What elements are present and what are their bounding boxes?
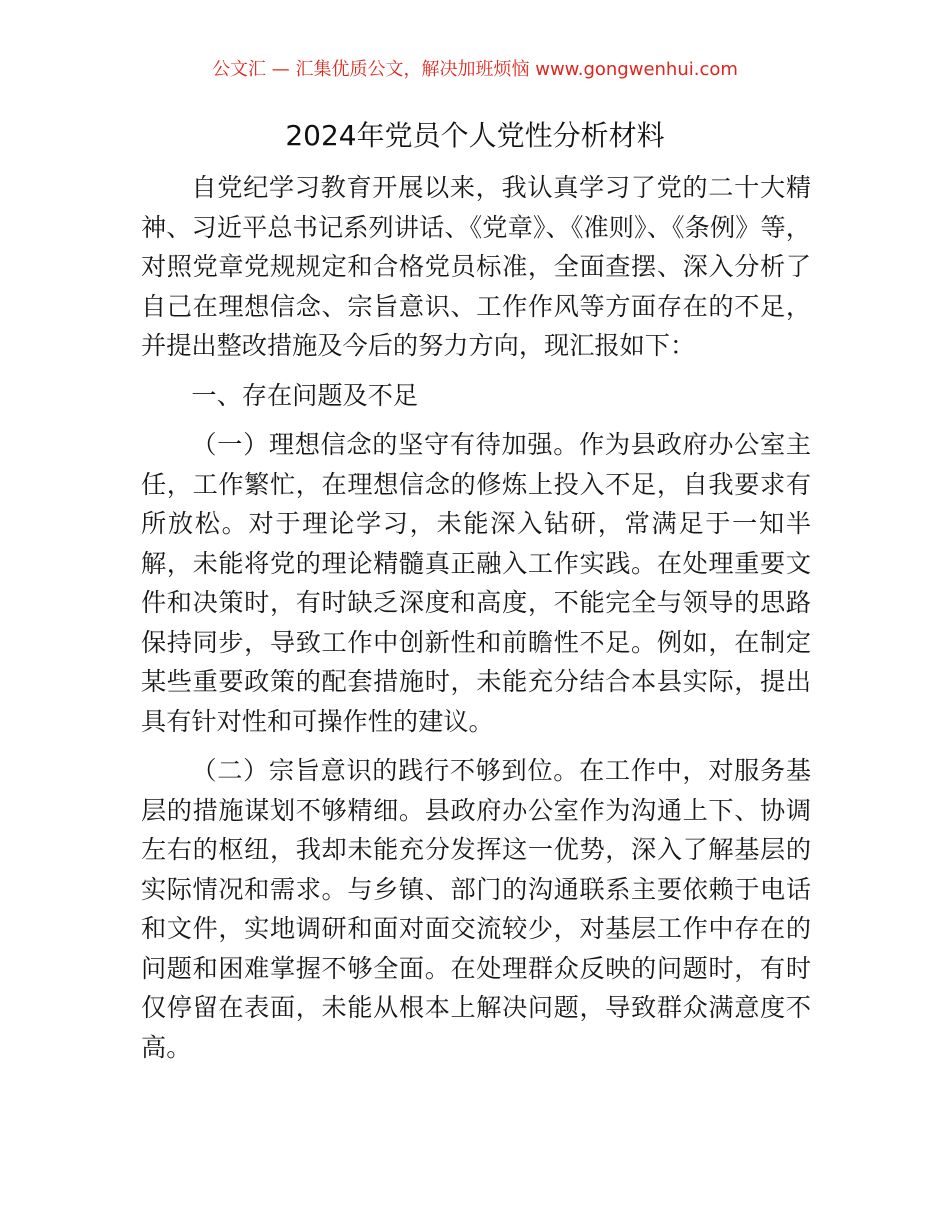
document-body (141, 168, 811, 1067)
body-paragraph: （一）理想信念的坚守有待加强。作为县政府办公室主任，工作繁忙，在理想信念的修炼上投入不足，自我要求有所放松。对于理论学习，未能深入钻研，常满足于一知半解，未能将党的理论精髓真正融入工作实践。在处理重要文件和决策时，有时缺乏深度和高度，不能完全与领导的思路保持同步，导致工作中创新性和前瞻性不足。例如，在制定某些重要政策的配套措施时，未能充分结合本县实际，提出具有针对性和可操作性的建议。 (141, 430, 811, 736)
body-paragraph: （二）宗旨意识的践行不够到位。在工作中，对服务基层的措施谋划不够精细。县政府办公室作为沟通上下、协调左右的枢纽，我却未能充分发挥这一优势，深入了解基层的实际情况和需求。与乡镇、部门的沟通联系主要依赖于电话和文件，实地调研和面对面交流较少，对基层工作中存在的问题和困难掌握不够全面。在处理群众反映的问题时，有时仅停留在表面，未能从根本上解决问题，导致群众满意度不高。 (141, 756, 811, 1062)
document-title: 2024年党员个人党性分析材料 (285, 119, 665, 152)
site-watermark: 公文汇 — 汇集优质公文，解决加班烦恼 www.gongwenhui.com (212, 59, 738, 80)
intro-paragraph: 自党纪学习教育开展以来，我认真学习了党的二十大精神、习近平总书记系列讲话、《党章》、《准则》、《条例》等，对照党章党规规定和合格党员标准，全面查摆、深入分析了自己在理想信念、宗旨意识、工作作风等方面存在的不足，并提出整改措施及今后的努力方向，现汇报如下： (141, 173, 811, 360)
section-heading: 一、存在问题及不足 (191, 380, 419, 410)
